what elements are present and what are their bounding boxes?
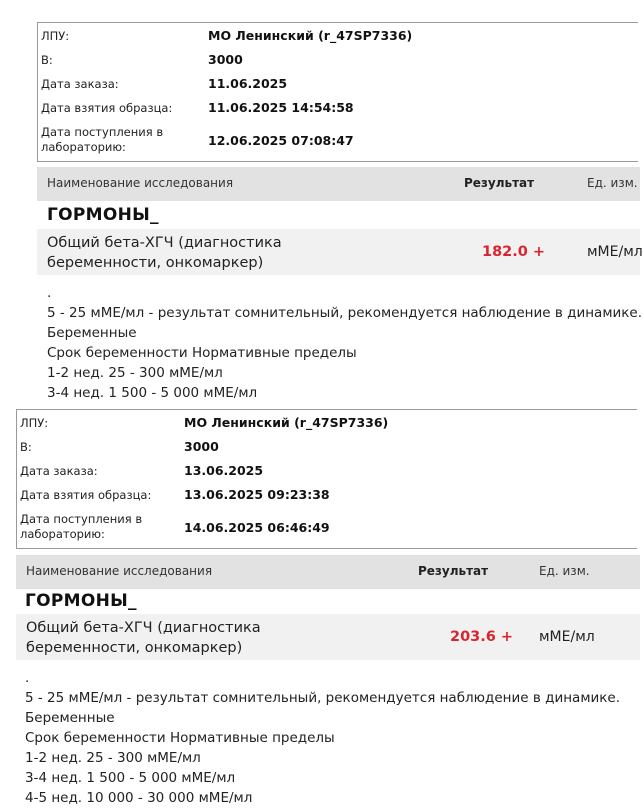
section-title: ГОРМОНЫ_ bbox=[25, 591, 137, 611]
info-value: 11.06.2025 bbox=[208, 76, 288, 91]
note-line: 1-2 нед. 25 - 300 мМЕ/мл bbox=[47, 365, 223, 381]
results-header bbox=[37, 167, 640, 201]
header-name: Наименование исследования bbox=[47, 176, 234, 190]
note-line: . bbox=[25, 670, 30, 686]
test-unit: мМЕ/мл bbox=[587, 244, 643, 260]
info-label: В: bbox=[41, 53, 53, 67]
info-label: Дата поступления в лабораторию: bbox=[41, 125, 164, 154]
note-line: 1-2 нед. 25 - 300 мМЕ/мл bbox=[25, 750, 201, 766]
test-result: 203.6 + bbox=[450, 629, 514, 645]
info-label: Дата взятия образца: bbox=[20, 488, 152, 502]
info-label: Дата взятия образца: bbox=[41, 101, 173, 115]
info-value: МО Ленинский (r_47SP7336) bbox=[184, 415, 389, 430]
reference-notes bbox=[47, 283, 642, 403]
note-line: . bbox=[47, 285, 52, 301]
note-line: 5 - 25 мМЕ/мл - результат сомнительный, рекомендуется наблюдение в динамике. bbox=[47, 305, 643, 321]
section-title: ГОРМОНЫ_ bbox=[47, 205, 159, 225]
info-value: 13.06.2025 bbox=[184, 463, 264, 478]
note-line: 4-5 нед. 10 000 - 30 000 мМЕ/мл bbox=[25, 790, 253, 806]
info-value: 14.06.2025 06:46:49 bbox=[184, 520, 330, 535]
lab-report-2 bbox=[0, 406, 640, 806]
note-line: Срок беременности Нормативные пределы bbox=[25, 730, 335, 746]
info-value: 13.06.2025 09:23:38 bbox=[184, 487, 330, 502]
note-line: Беременные bbox=[25, 710, 115, 726]
info-value: 3000 bbox=[184, 439, 219, 454]
test-name: Общий бета-ХГЧ (диагностика беременности, онкомаркер) bbox=[47, 235, 282, 271]
info-label: Дата заказа: bbox=[41, 77, 119, 91]
note-line: 3-4 нед. 1 500 - 5 000 мМЕ/мл bbox=[47, 385, 258, 401]
info-label: В: bbox=[20, 440, 32, 454]
test-unit: мМЕ/мл bbox=[539, 629, 595, 645]
info-value: 12.06.2025 07:08:47 bbox=[208, 133, 354, 148]
info-value: 3000 bbox=[208, 52, 243, 67]
note-line: 3-4 нед. 1 500 - 5 000 мМЕ/мл bbox=[25, 770, 236, 786]
header-result: Результат bbox=[418, 564, 489, 578]
patient-info-table bbox=[16, 409, 637, 549]
lab-report-1 bbox=[0, 0, 643, 401]
results-header bbox=[16, 555, 640, 589]
patient-info-table bbox=[37, 22, 638, 162]
test-row bbox=[37, 229, 643, 275]
info-label: Дата поступления в лабораторию: bbox=[20, 512, 143, 541]
reference-notes bbox=[25, 668, 620, 808]
info-label: ЛПУ: bbox=[20, 416, 49, 430]
header-result: Результат bbox=[464, 176, 535, 190]
note-line: Беременные bbox=[47, 325, 137, 341]
header-name: Наименование исследования bbox=[26, 564, 213, 578]
header-unit: Ед. изм. bbox=[539, 564, 590, 578]
info-label: ЛПУ: bbox=[41, 29, 70, 43]
info-label: Дата заказа: bbox=[20, 464, 98, 478]
info-value: МО Ленинский (r_47SP7336) bbox=[208, 28, 413, 43]
test-result: 182.0 + bbox=[482, 244, 546, 260]
note-line: 5 - 25 мМЕ/мл - результат сомнительный, рекомендуется наблюдение в динамике. bbox=[25, 690, 621, 706]
header-unit: Ед. изм. bbox=[587, 176, 638, 190]
test-row bbox=[16, 614, 640, 660]
test-name: Общий бета-ХГЧ (диагностика беременности, онкомаркер) bbox=[26, 620, 261, 656]
note-line: Срок беременности Нормативные пределы bbox=[47, 345, 357, 361]
info-value: 11.06.2025 14:54:58 bbox=[208, 100, 354, 115]
